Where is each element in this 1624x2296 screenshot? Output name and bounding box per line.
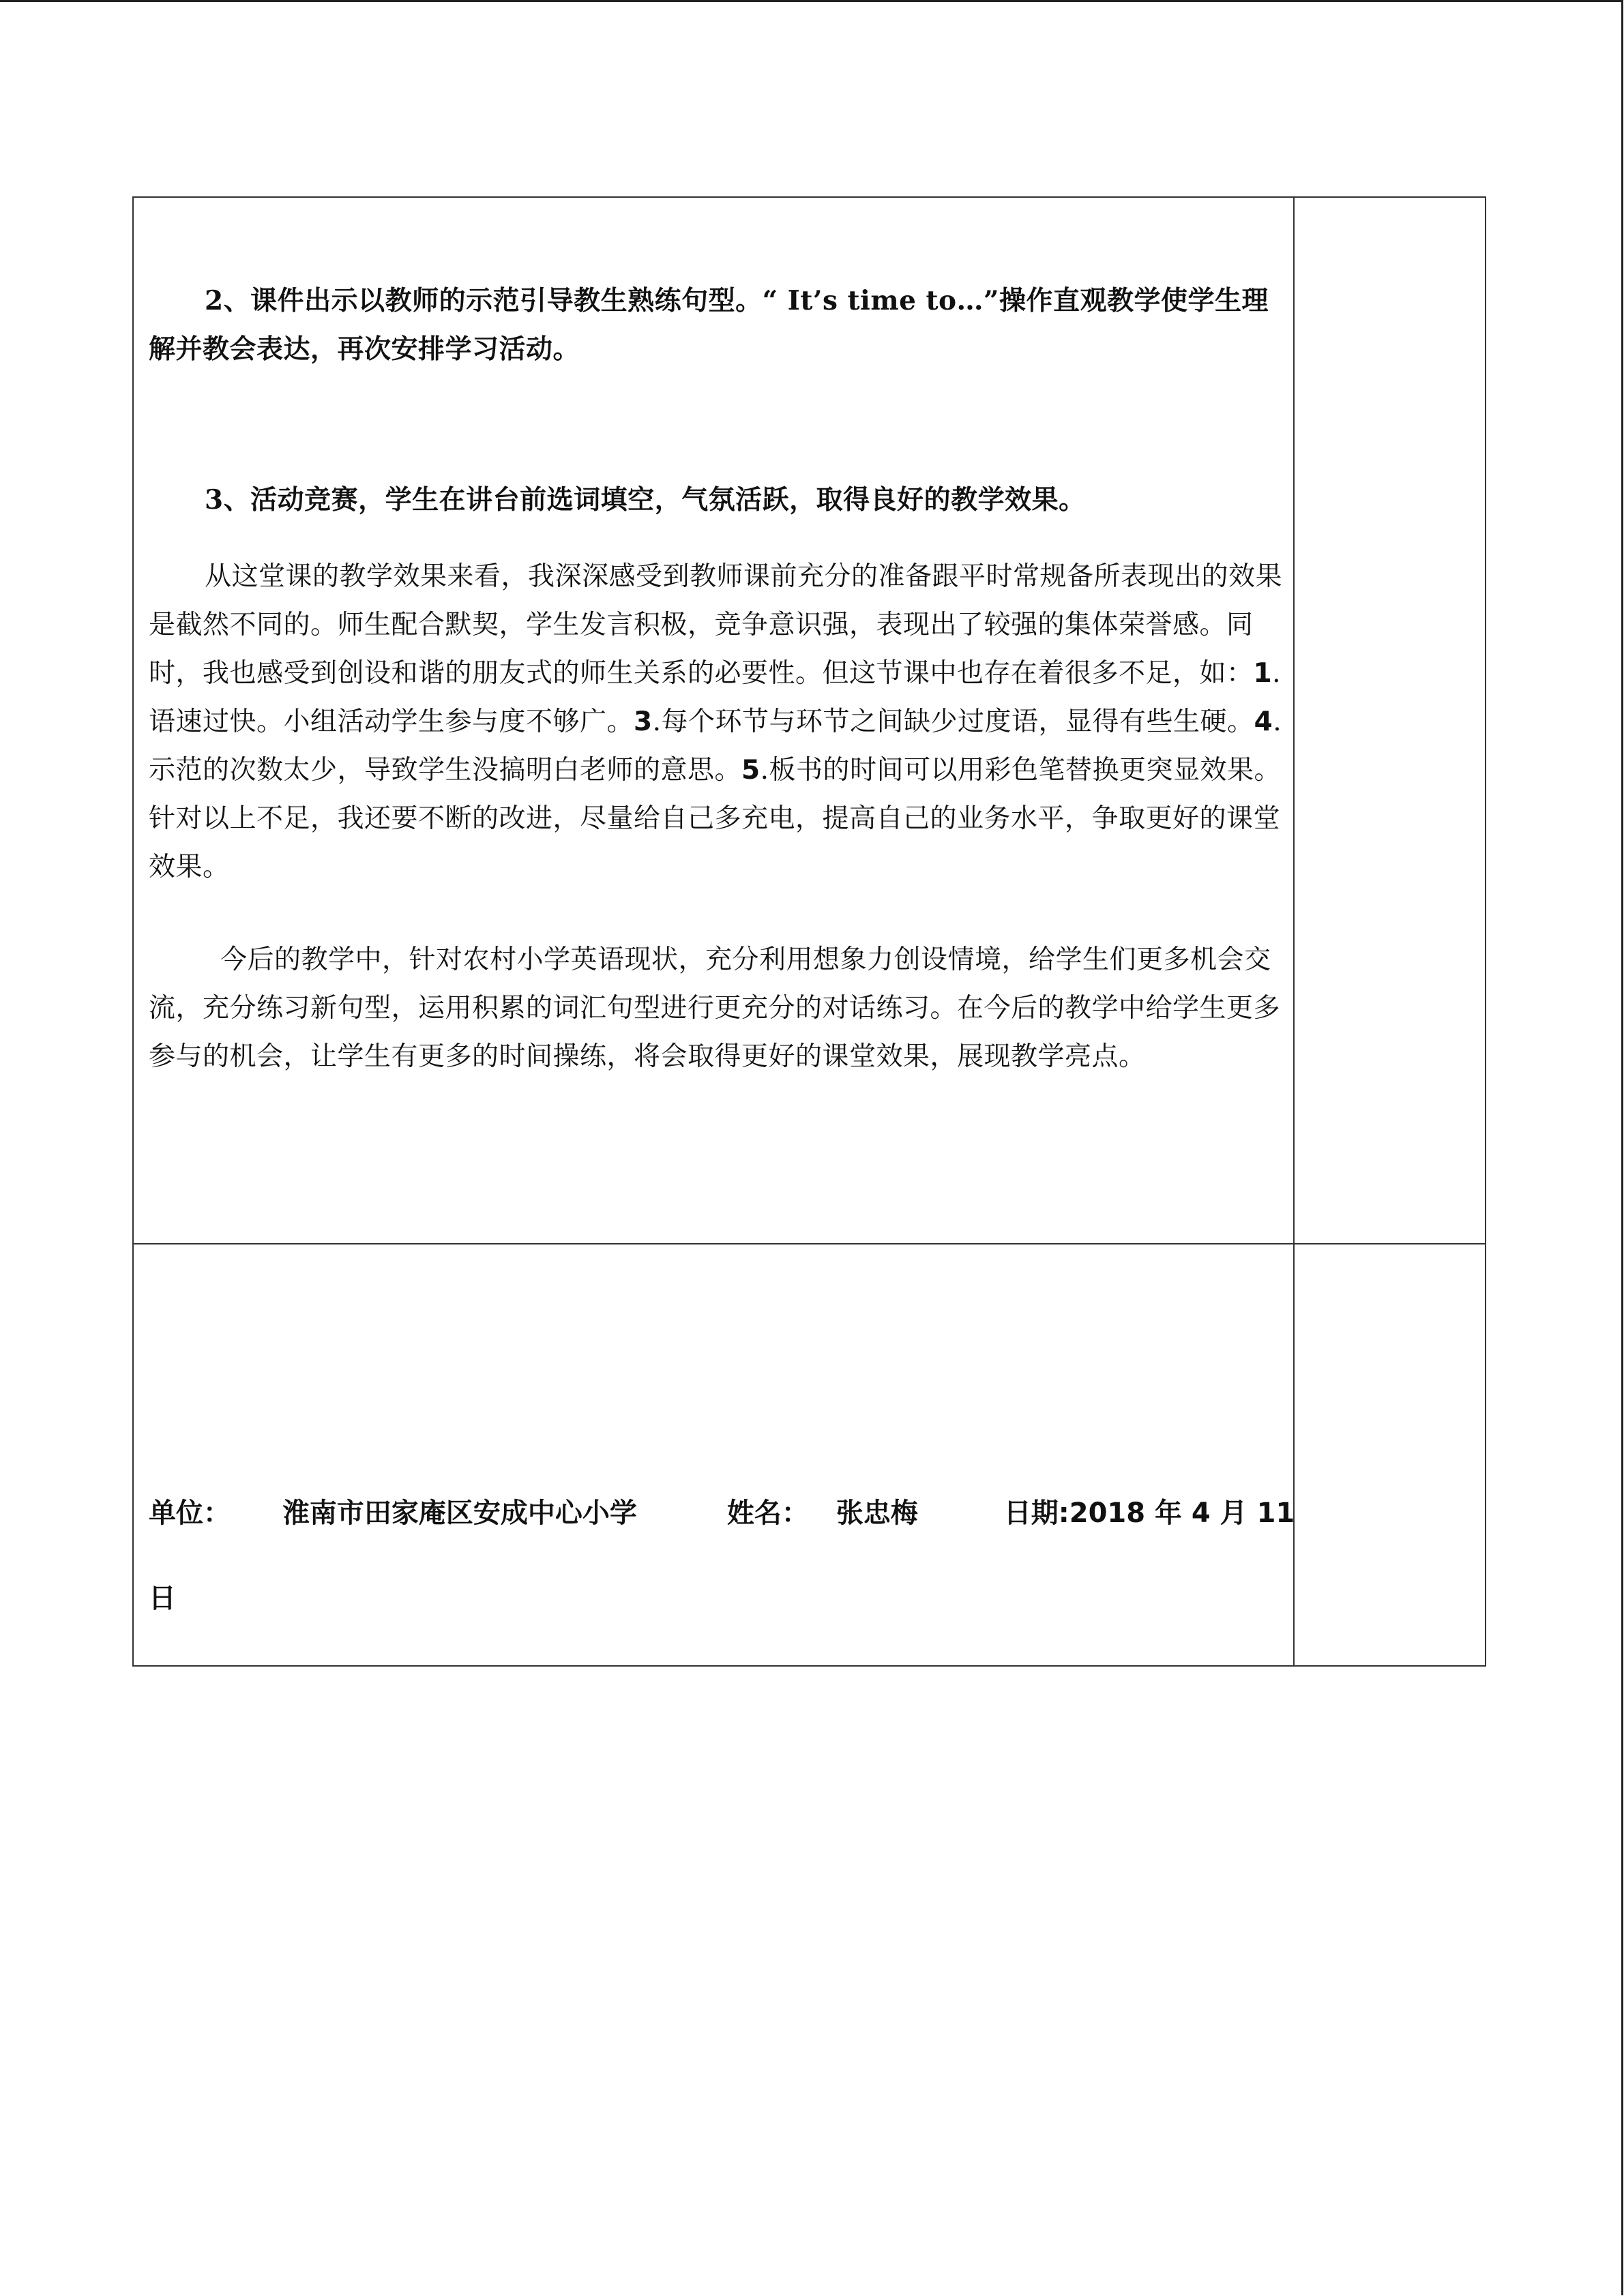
name-value: 张忠梅 [836, 1497, 918, 1529]
paragraph-step-2: 2、课件出示以教师的示范引导教生熟练句型。“ It’s time to…”操作直观教学使学生理解并教会表达，再次安排学习活动。 [149, 285, 1269, 365]
unit-label: 单位： [149, 1497, 231, 1529]
reflection-table [132, 196, 1486, 1667]
column-divider [1293, 198, 1295, 1665]
name-label: 姓名： [726, 1497, 809, 1529]
unit-value: 淮南市田家庵区安成中心小学 [282, 1497, 637, 1529]
reflection-text-5: .板书的时间可以用彩色笔替换更突显效果。针对以上不足，我还要不断的改进，尽量给自己多充电，提高自己的业务水平，争取更好的课堂效果。 [149, 755, 1282, 882]
date-tail: 日 [149, 1583, 176, 1614]
paragraph-step-3: 3、活动竞赛，学生在讲台前选词填空，气氛活跃，取得良好的教学效果。 [205, 484, 1086, 516]
reflection-text-3: .每个环节与环节之间缺少过度语，显得有些生硬。 [652, 706, 1254, 737]
paragraph-reflection [149, 552, 1284, 891]
date-text: 日期:2018 年 4 月 11 [1003, 1497, 1295, 1529]
reflection-number-3: 3 [634, 706, 653, 737]
row-divider [134, 1243, 1485, 1244]
signature-line [149, 1491, 1295, 1530]
reflection-text-intro: 从这堂课的教学效果来看，我深深感受到教师课前充分的准备跟平时常规备所表现出的效果是截然不同的。师生配合默契，学生发言积极，竞争意识强，表现出了较强的集体荣誉感。同时，我也感受到创设和谐的朋友式的师生关系的必要性。但这节课中也存在着很多不足，如： [149, 561, 1283, 689]
paragraph-future: 今后的教学中，针对农村小学英语现状，充分利用想象力创设情境，给学生们更多机会交流，充分练习新句型，运用积累的词汇句型进行更充分的对话练习。在今后的教学中给学生更多参与的机会，让学生有更多的时间操练，将会取得更好的课堂效果，展现教学亮点。 [149, 944, 1281, 1072]
reflection-text-1: .语速过快。小组活动学生参与度不够广。 [149, 658, 1282, 737]
reflection-number-5: 5 [741, 755, 761, 786]
reflection-number-4: 4 [1254, 706, 1273, 737]
reflection-number-1: 1 [1253, 658, 1273, 689]
reflection-text-4: .示范的次数太少，导致学生没搞明白老师的意思。 [149, 706, 1282, 786]
